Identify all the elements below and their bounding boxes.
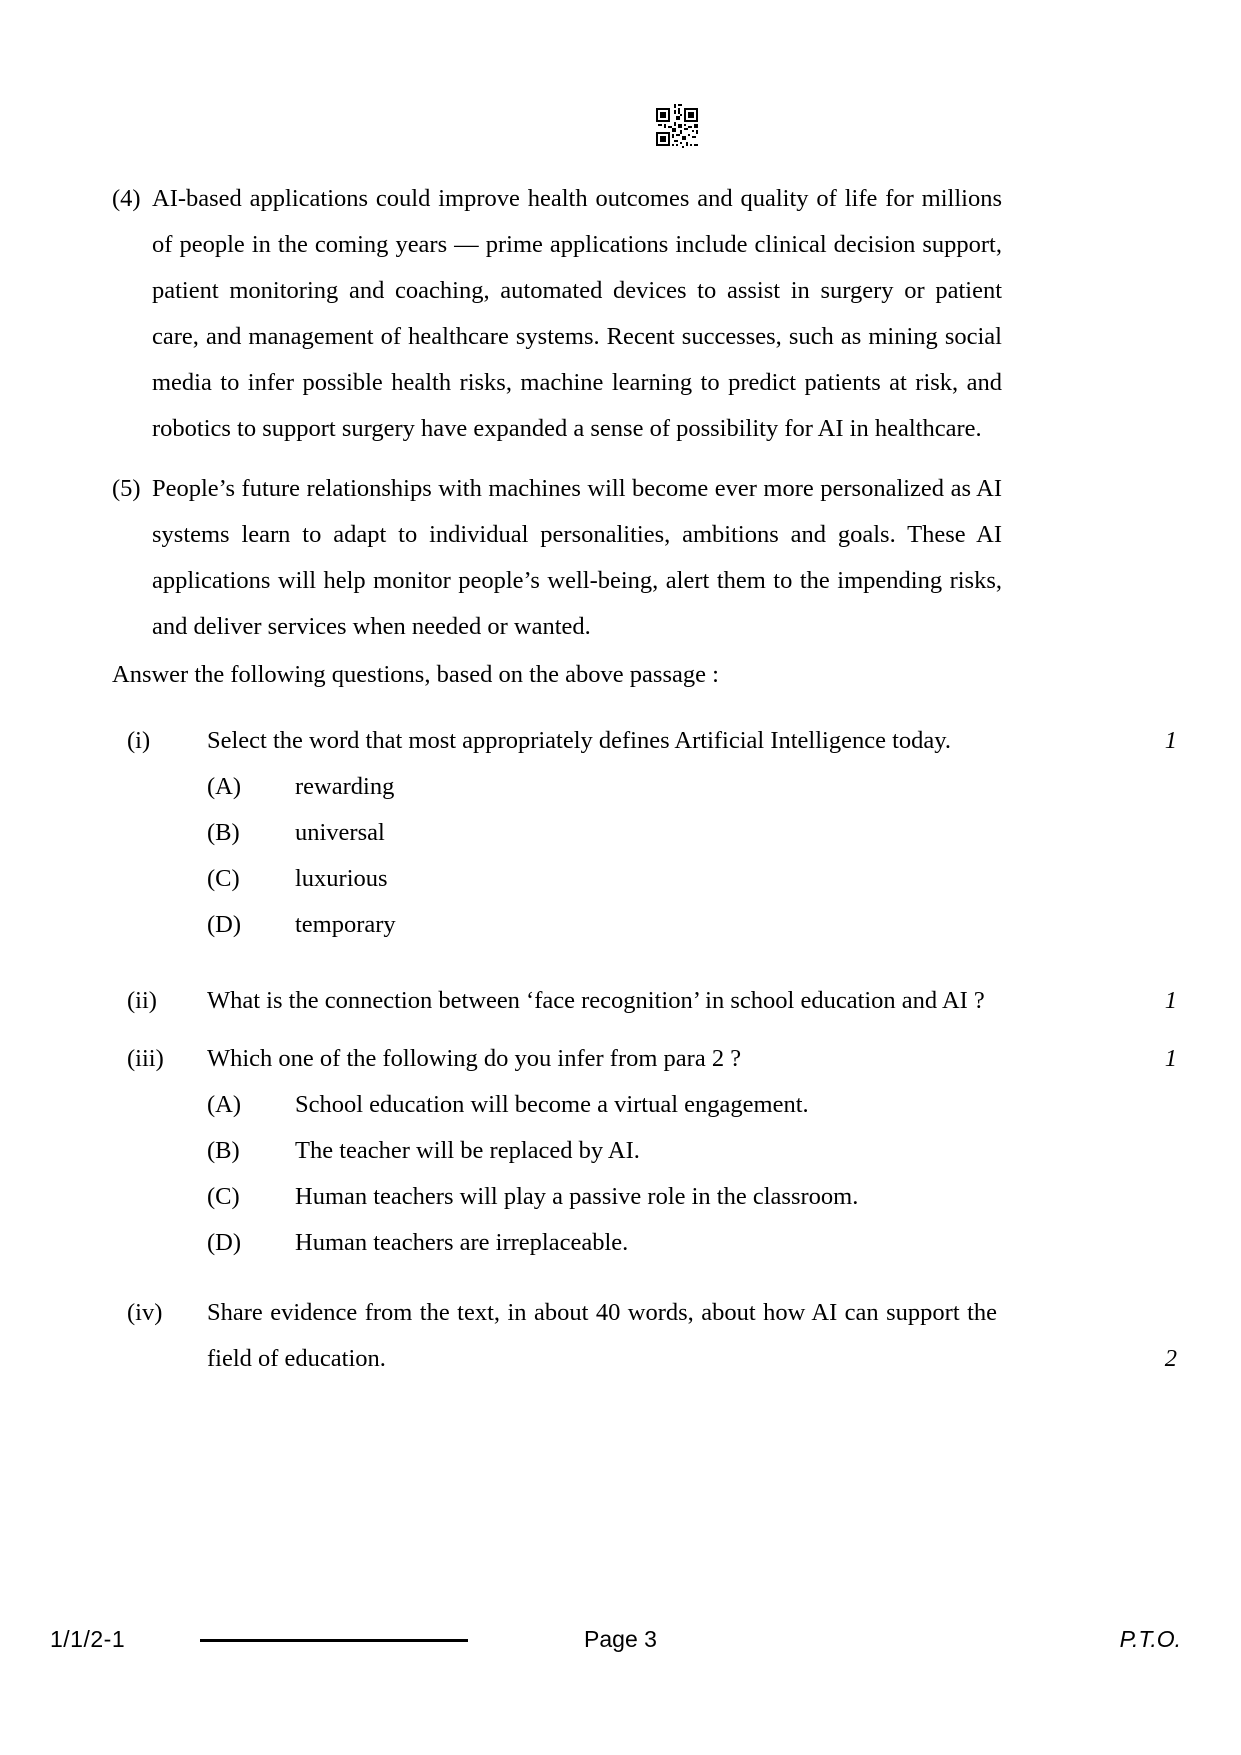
option-letter: (B) bbox=[207, 819, 240, 846]
pto-label: P.T.O. bbox=[1119, 1626, 1181, 1652]
question-ii bbox=[112, 978, 1241, 1024]
question-iii bbox=[112, 1036, 1241, 1266]
question-head bbox=[112, 1290, 1241, 1382]
option-d bbox=[207, 1220, 1241, 1266]
passage-paragraph-5 bbox=[112, 466, 1241, 650]
page-footer bbox=[0, 1620, 1241, 1660]
question-head bbox=[112, 718, 1241, 764]
questions-instruction: Answer the following questions, based on the above passage : bbox=[112, 661, 719, 688]
marks-value: 1 bbox=[1164, 727, 1177, 754]
options-list bbox=[207, 764, 1241, 948]
question-number: (iii) bbox=[127, 1045, 164, 1072]
page-content bbox=[0, 104, 1241, 1382]
page-number: Page 3 bbox=[584, 1626, 657, 1652]
option-text: Human teachers will play a passive role in the classroom. bbox=[295, 1183, 859, 1210]
option-c bbox=[207, 856, 1241, 902]
paper-code: 1/1/2-1 bbox=[50, 1626, 126, 1652]
passage-paragraph-4 bbox=[112, 176, 1241, 452]
option-text: temporary bbox=[295, 911, 396, 938]
option-a bbox=[207, 1082, 1241, 1128]
question-i bbox=[112, 718, 1241, 948]
option-letter: (B) bbox=[207, 1137, 240, 1164]
option-b bbox=[207, 810, 1241, 856]
qr-code-icon bbox=[656, 104, 698, 150]
paragraph-text: AI-based applications could improve health outcomes and quality of life for millions of people in the coming years — prime applications include clinical decision support, patient monitoring and coaching, automated devices to assist in surgery or patient care, and management of healthcare systems. Recent successes, such as mining social media to infer possible health risks, machine learning to predict patients at risk, and robotics to support surgery have expanded a sense of possibility for AI in healthcare. bbox=[152, 185, 1002, 442]
option-letter: (C) bbox=[207, 1183, 240, 1210]
option-letter: (A) bbox=[207, 1091, 242, 1118]
question-text: What is the connection between ‘face recognition’ in school education and AI ? bbox=[207, 987, 985, 1014]
question-number: (ii) bbox=[127, 987, 157, 1014]
marks-value: 1 bbox=[1164, 1045, 1177, 1072]
marks-value: 2 bbox=[1164, 1345, 1177, 1372]
question-text: Share evidence from the text, in about 40 words, about how AI can support the field of education. bbox=[207, 1299, 997, 1372]
question-text: Select the word that most appropriately defines Artificial Intelligence today. bbox=[207, 727, 952, 754]
options-list bbox=[207, 1082, 1241, 1266]
option-text: School education will become a virtual engagement. bbox=[295, 1091, 809, 1118]
option-letter: (D) bbox=[207, 1229, 242, 1256]
paragraph-number: (4) bbox=[112, 185, 141, 212]
question-number: (iv) bbox=[127, 1299, 163, 1326]
option-text: The teacher will be replaced by AI. bbox=[295, 1137, 640, 1164]
option-a bbox=[207, 764, 1241, 810]
option-letter: (D) bbox=[207, 911, 242, 938]
option-text: rewarding bbox=[295, 773, 395, 800]
question-head bbox=[112, 1036, 1241, 1082]
option-text: universal bbox=[295, 819, 385, 846]
marks-value: 1 bbox=[1164, 987, 1177, 1014]
option-text: luxurious bbox=[295, 865, 388, 892]
option-letter: (A) bbox=[207, 773, 242, 800]
paragraph-number: (5) bbox=[112, 475, 141, 502]
question-number: (i) bbox=[127, 727, 151, 754]
question-head bbox=[112, 978, 1241, 1024]
option-d bbox=[207, 902, 1241, 948]
question-text: Which one of the following do you infer from para 2 ? bbox=[207, 1045, 742, 1072]
option-b bbox=[207, 1128, 1241, 1174]
option-letter: (C) bbox=[207, 865, 240, 892]
option-c bbox=[207, 1174, 1241, 1220]
question-iv bbox=[112, 1290, 1241, 1382]
paragraph-text: People’s future relationships with machines will become ever more personalized as AI systems learn to adapt to individual personalities, ambitions and goals. These AI applications will help monitor people’s well-being, alert them to the impending risks, and deliver services when needed or wanted. bbox=[152, 475, 1002, 640]
option-text: Human teachers are irreplaceable. bbox=[295, 1229, 629, 1256]
